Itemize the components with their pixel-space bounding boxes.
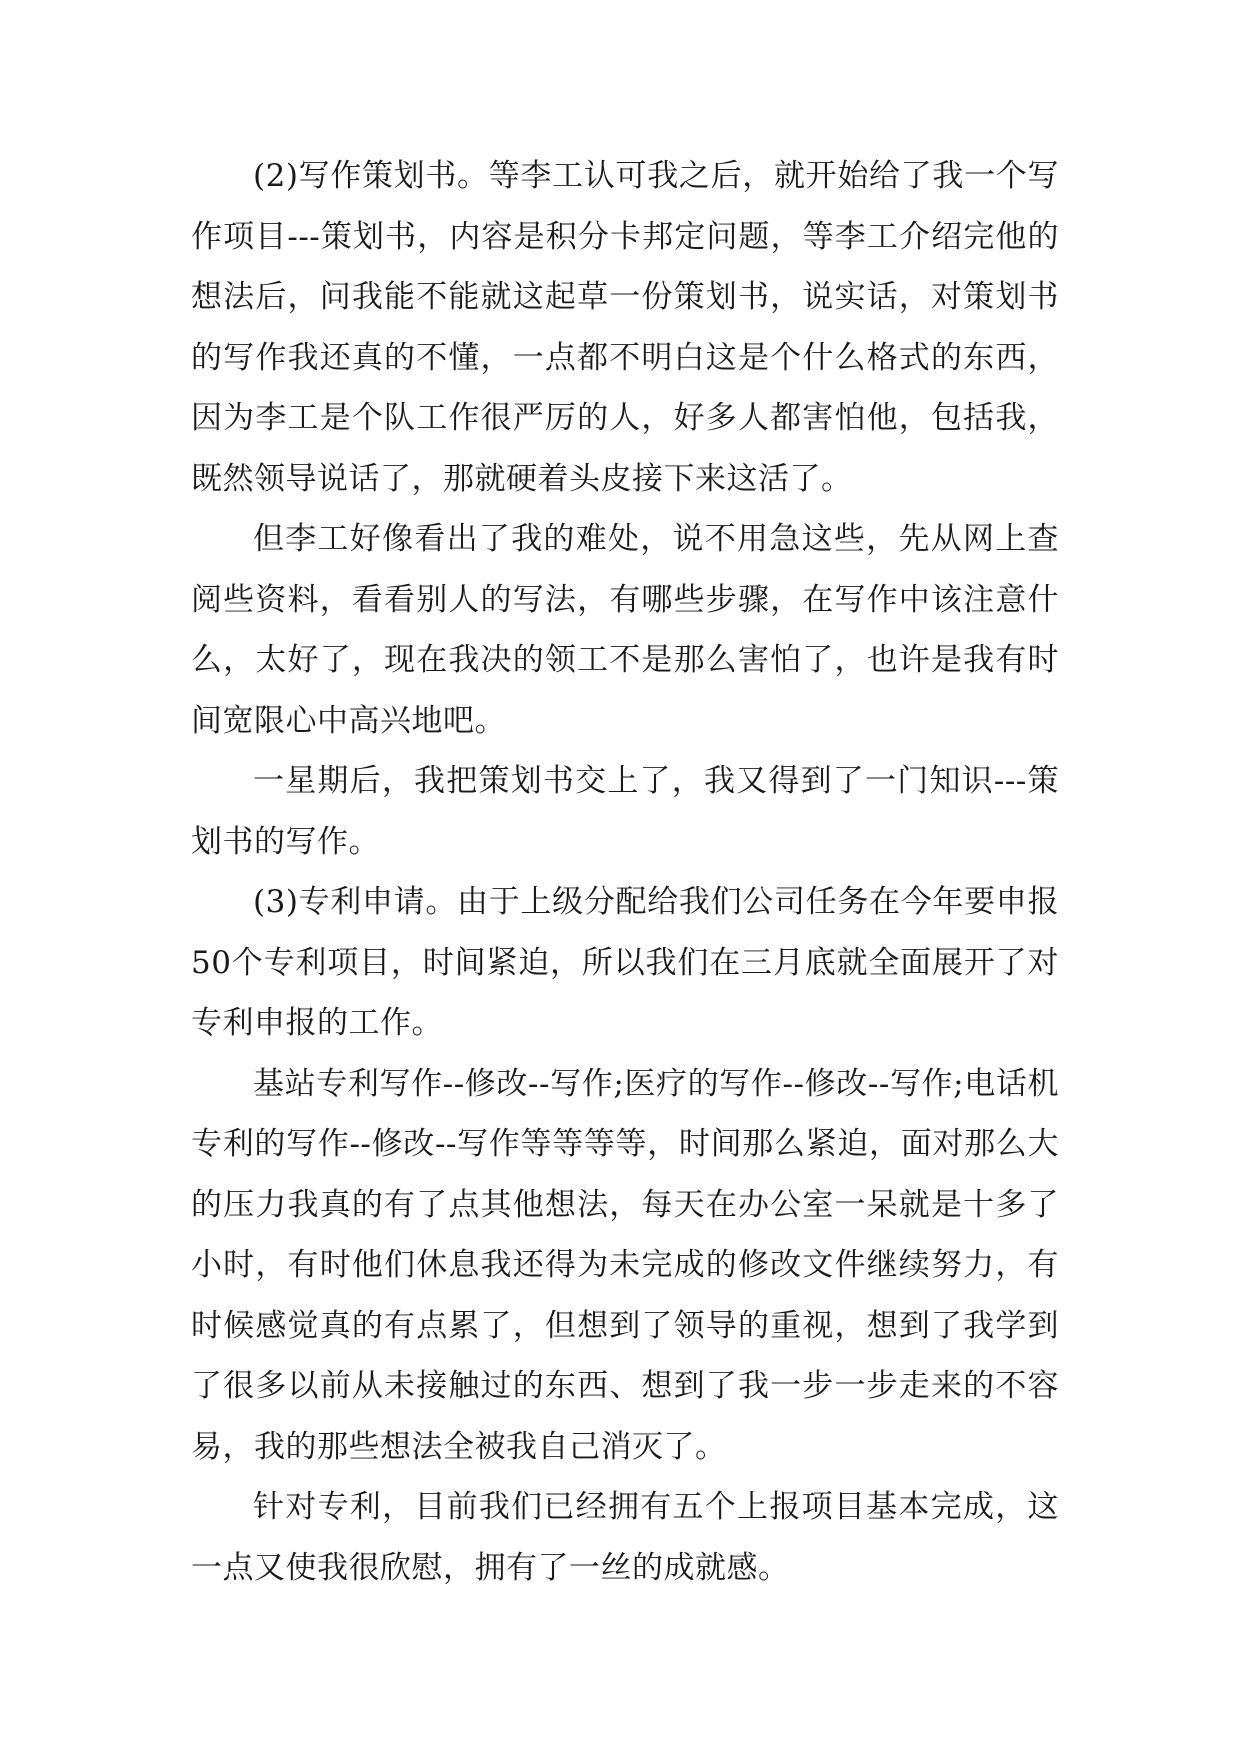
paragraph-patent-application: (3)专利申请。由于上级分配给我们公司任务在今年要申报50个专利项目，时间紧迫，所以我们在三月底就全面展开了对专利申报的工作。 [191, 884, 1059, 1041]
document-body [191, 146, 1059, 1598]
paragraph-one-week-later: 一星期后，我把策划书交上了，我又得到了一门知识---策划书的写作。 [191, 763, 1059, 860]
paragraph-difficulty: 但李工好像看出了我的难处，说不用急这些，先从网上查阅些资料，看看别人的写法，有哪些步骤，在写作中该注意什么，太好了，现在我决的领工不是那么害怕了，也许是我有时间宽限心中高兴地吧。 [191, 521, 1059, 739]
paragraph-achievement: 针对专利，目前我们已经拥有五个上报项目基本完成，这一点又使我很欣慰，拥有了一丝的成就感。 [191, 1489, 1059, 1586]
paragraph-writing-plan: (2)写作策划书。等李工认可我之后，就开始给了我一个写作项目---策划书，内容是积分卡邦定问题，等李工介绍完他的想法后，问我能不能就这起草一份策划书，说实话，对策划书的写作我还真的不懂，一点都不明白这是个什么格式的东西，因为李工是个队工作很严厉的人，好多人都害怕他，包括我，既然领导说话了，那就硬着头皮接下来这活了。 [191, 158, 1059, 497]
paragraph-patent-writing: 基站专利写作--修改--写作;医疗的写作--修改--写作;电话机专利的写作--修改--写作等等等等，时间那么紧迫，面对那么大的压力我真的有了点其他想法，每天在办公室一呆就是十多了小时，有时他们休息我还得为未完成的修改文件继续努力，有时候感觉真的有点累了，但想到了领导的重视，想到了我学到了很多以前从未接触过的东西、想到了我一步一步走来的不容易，我的那些想法全被我自己消灭了。 [191, 1065, 1059, 1465]
